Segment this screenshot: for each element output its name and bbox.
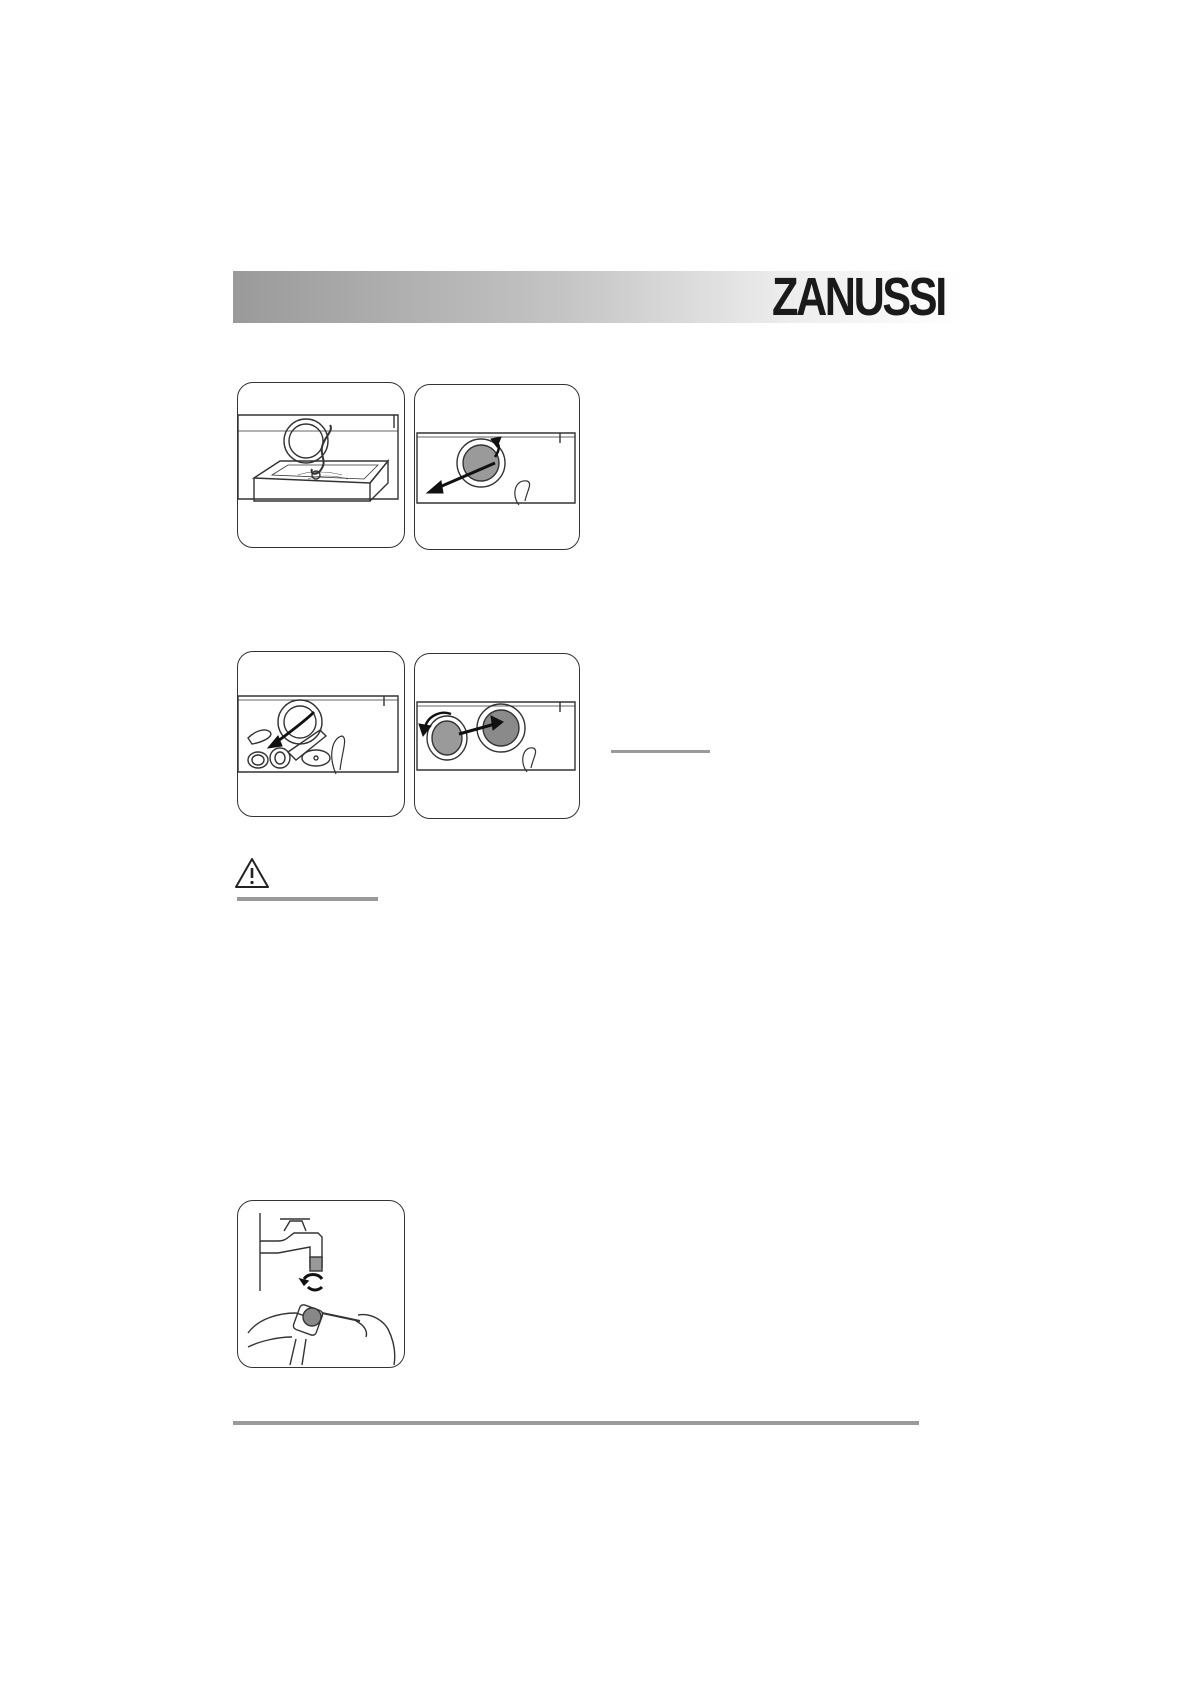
filter-cover-refit-illustration [415,654,580,819]
figure-remove-foreign-objects [237,651,405,817]
figure-refit-filter-cover [414,653,580,819]
warning-rule [237,897,378,901]
brand-logo: ZANUSSI [772,267,945,327]
tap-inlet-filter-cleaning-illustration [238,1201,405,1368]
warning-triangle-icon [234,857,270,889]
section-rule [611,750,710,753]
figure-clean-inlet-filter [237,1200,405,1368]
figure-drain-hose-into-tray [237,382,405,548]
pump-filter-cleaning-illustration [238,652,405,817]
figure-unscrew-filter-cover [414,384,580,550]
footer-rule [233,1421,919,1425]
drain-hose-tray-illustration [238,383,405,548]
filter-cover-removal-illustration [415,385,580,550]
